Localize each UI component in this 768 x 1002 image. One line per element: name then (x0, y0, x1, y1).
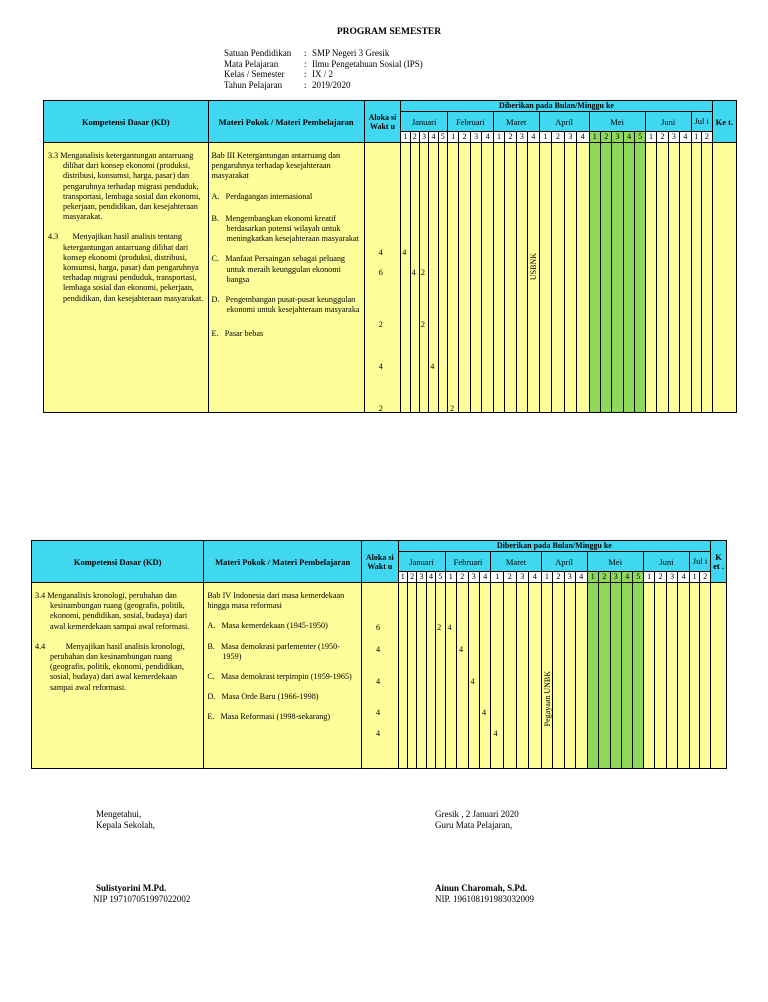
week-body (700, 583, 711, 769)
month-juni: Juni (645, 112, 691, 132)
week-mark: 4 (447, 623, 452, 632)
header-alokasi: Aloka si Wakt u (364, 101, 400, 143)
week-body (429, 143, 438, 413)
week-cell: 1 (398, 572, 407, 583)
month-april: April (539, 112, 589, 132)
week-body (577, 143, 589, 413)
item-letter: A. (207, 621, 216, 631)
week-cell: 3 (564, 572, 575, 583)
week-body (470, 143, 481, 413)
alokasi-value: 4 (376, 729, 381, 738)
week-cell: 5 (633, 572, 643, 583)
week-cell: 3 (668, 132, 679, 143)
week-body (438, 143, 447, 413)
week-body-green (587, 583, 598, 769)
bab-title: Bab IV Indonesia dari masa kemerdekaan hingga masa reformasi (207, 591, 345, 611)
week-cell: 3 (417, 572, 426, 583)
info-colon: : (304, 79, 307, 90)
week-body (426, 583, 435, 769)
info-value: IX / 2 (312, 69, 333, 79)
week-mark: 2 (420, 320, 425, 329)
week-body (436, 583, 445, 769)
week-cell: 1 (589, 132, 600, 143)
item-text: Manfaat Persaingan sebagai peluang untuk meraih keunggulan ekonomi bangsa (225, 254, 346, 284)
week-cell: 2 (701, 132, 712, 143)
kd-cell (44, 143, 209, 413)
materi-cell (204, 583, 362, 769)
week-body (553, 583, 564, 769)
info-colon: : (304, 58, 307, 69)
teacher-name: Ainun Charomah, S.Pd. (435, 883, 528, 893)
week-body (678, 583, 689, 769)
week-body-green (612, 143, 623, 413)
week-body (691, 143, 701, 413)
week-body-green (623, 143, 634, 413)
week-mark: 4 (481, 708, 487, 717)
week-body (564, 143, 576, 413)
ket-cell (711, 583, 727, 769)
week-cell: 3 (516, 572, 529, 583)
item-letter: D. (207, 692, 216, 702)
week-body (655, 583, 666, 769)
month-april: April (541, 552, 587, 572)
week-cell: 3 (610, 572, 621, 583)
signature-left-name-block (96, 883, 166, 894)
kd-number: 4.4 (35, 641, 46, 651)
kd-number: 4.3 (48, 232, 59, 242)
header-ket: K et . (711, 541, 727, 583)
week-cell: 2 (599, 572, 610, 583)
week-body (645, 143, 656, 413)
week-cell: 3 (516, 132, 527, 143)
week-cell: 2 (552, 132, 564, 143)
item-letter: C. (207, 672, 215, 682)
week-cell: 2 (601, 132, 612, 143)
item-text: Pasar bebas (224, 329, 264, 339)
month-januari: Januari (401, 112, 448, 132)
week-cell: 5 (438, 132, 447, 143)
item-text: Masa Orde Baru (1966-1998) (221, 692, 319, 702)
week-cell: 4 (529, 572, 542, 583)
week-cell: 3 (666, 572, 677, 583)
week-body (398, 583, 407, 769)
week-cell: 3 (419, 132, 428, 143)
week-cell: 1 (491, 572, 504, 583)
week-body (552, 143, 564, 413)
week-cell: 1 (587, 572, 598, 583)
week-body (479, 583, 490, 769)
week-body-green (599, 583, 610, 769)
week-cell: 4 (426, 572, 435, 583)
alokasi-value: 4 (376, 677, 381, 686)
week-cell: 1 (445, 572, 456, 583)
week-mark: 4 (493, 729, 498, 738)
usbnk-label: USBNK (529, 253, 539, 281)
alokasi-value: 4 (378, 248, 383, 257)
month-maret: Maret (493, 112, 539, 132)
week-body (482, 143, 493, 413)
week-body (701, 143, 712, 413)
kd-text: Menyajikan hasil analisis kronologi, perubahan dan kesinambungan ruang (geografis, politik, ekonomi, pendidikan, sosial, budaya) dari awal kemerdekaan sampai awal reformasi. (50, 641, 185, 692)
week-body (493, 143, 504, 413)
week-cell: 2 (657, 132, 668, 143)
pegayaan-unbk-label: Pegayaan UNBK (542, 671, 552, 727)
page-title: PROGRAM SEMESTER (336, 27, 442, 37)
info-key: Satuan Pendidikan (224, 48, 292, 58)
info-value: Ilmu Pengetahuan Sosial (IPS) (312, 58, 423, 69)
week-body (539, 143, 551, 413)
program-table-1 (43, 100, 737, 413)
week-body (576, 583, 587, 769)
week-cell: 4 (577, 132, 589, 143)
kd-cell (32, 583, 204, 769)
month-juli: Jul i (691, 112, 712, 132)
item-text: Pengembangan pusat-pusat keunggulan ekonomi untuk kesejahteraan masyaraka (225, 295, 360, 315)
week-body-green (589, 143, 600, 413)
kd-number: 3.4 (35, 591, 46, 600)
signature-right-line2: Guru Mata Pelajaran, (435, 820, 513, 830)
alokasi-value: 2 (378, 404, 383, 413)
alokasi-value: 4 (378, 362, 383, 371)
alokasi-value: 6 (378, 268, 383, 277)
week-body (445, 583, 456, 769)
week-body (516, 583, 529, 769)
week-mark: 4 (402, 248, 407, 257)
week-cell: 1 (539, 132, 551, 143)
item-text: Masa demokrasi parlementer (1950-1959) (220, 641, 340, 661)
week-mark: 4 (470, 677, 475, 686)
info-key: Kelas / Semester (224, 69, 285, 79)
item-text: Perdagangan internasional (225, 191, 313, 201)
ket-cell (712, 143, 736, 413)
week-body (459, 143, 470, 413)
item-letter: E. (211, 329, 219, 339)
item-letter: A. (211, 191, 220, 201)
week-cell: 3 (468, 572, 479, 583)
week-mark: 2 (449, 404, 455, 413)
week-cell: 1 (493, 132, 504, 143)
info-key: Tahun Pelajaran (224, 79, 283, 90)
week-body (468, 583, 479, 769)
alokasi-cell (364, 143, 400, 413)
week-cell: 5 (635, 132, 645, 143)
headmaster-nip: NIP 197107051997022002 (93, 894, 191, 904)
alokasi-value: 6 (376, 623, 381, 632)
header-diberikan: Diberikan pada Bulan/Minggu ke (398, 541, 711, 552)
month-februari: Februari (445, 552, 491, 572)
month-juli: Jul i (689, 552, 710, 572)
week-body-green (621, 583, 632, 769)
week-mark: 2 (437, 623, 442, 632)
week-cell: 2 (505, 132, 516, 143)
alokasi-value: 4 (376, 708, 381, 717)
item-text: Masa demokrasi terpimpin (1959-1965) (220, 672, 352, 682)
week-body (407, 583, 416, 769)
week-cell: 1 (645, 132, 656, 143)
materi-cell (208, 143, 364, 413)
week-cell: 2 (553, 572, 564, 583)
month-mei: Mei (589, 112, 645, 132)
week-body (680, 143, 691, 413)
week-body-green (633, 583, 643, 769)
week-body (417, 583, 426, 769)
week-cell: 2 (504, 572, 517, 583)
header-diberikan: Diberikan pada Bulan/Minggu ke (401, 101, 713, 112)
week-body (419, 143, 428, 413)
week-body (657, 143, 668, 413)
signature-right-line1: Gresik , 2 Januari 2020 (435, 809, 519, 819)
week-body (401, 143, 410, 413)
info-colon: : (304, 48, 307, 58)
week-body (410, 143, 419, 413)
info-value: 2019/2020 (312, 79, 351, 90)
item-letter: D. (211, 295, 220, 305)
item-text: Mengembangkan ekonomi kreatif berdasarkan potensi wilayah untuk meningkatkan kesejahteraan masyarakat (225, 213, 359, 244)
header-alokasi: Aloka si Wakt u (362, 541, 399, 583)
kd-text: Menganalisis ketergantungan antarruang dilihat dari konsep ekonomi (produksi, distribusi, konsumsi, harga, pasar) dan pengaruhnya terhadap migrasi penduduk, transportasi, lembaga sosial dan ekonomi, pekerjaan, pendidikan, dan kesejahteraan masyarakat. (60, 151, 201, 222)
teacher-nip: NIP. 196108191983032009 (435, 894, 535, 904)
week-cell: 4 (680, 132, 691, 143)
month-mei: Mei (587, 552, 643, 572)
month-januari: Januari (398, 552, 445, 572)
week-cell: 1 (541, 572, 552, 583)
week-cell: 4 (482, 132, 493, 143)
item-text: Masa kemerdekaan (1945-1950) (221, 621, 328, 631)
week-body (447, 143, 458, 413)
week-body (528, 143, 539, 413)
item-letter: C. (211, 254, 220, 264)
info-value: SMP Negeri 3 Gresik (312, 48, 390, 58)
week-cell: 4 (479, 572, 490, 583)
week-body (564, 583, 575, 769)
month-juni: Juni (643, 552, 689, 572)
bab-title: Bab III Ketergantungan antarruang dan pengaruhnya terhadap kesejahteraan masyarakat (211, 151, 341, 181)
alokasi-cell (362, 583, 399, 769)
week-cell: 1 (447, 132, 458, 143)
week-cell: 4 (429, 132, 438, 143)
header-ket: Ke t. (712, 101, 736, 143)
header-materi: Materi Pokok / Materi Pembelajaran (204, 541, 362, 583)
signature-left-line2: Kepala Sekolah, (96, 820, 155, 830)
week-cell: 2 (407, 572, 416, 583)
month-maret: Maret (491, 552, 541, 572)
kd-text: Menyajikan hasil analisis tentang ketergantungan antarruang dilihat dari konsep ekonomi (produksi, distribusi, konsumsi, harga, pasar) dan pengaruhnya terhadap migrasi penduduk, transportasi, lembaga sosial dan ekonomi, pekerjaan, pendidikan, dan kesejahteraan masyarakat. (63, 232, 204, 303)
info-key: Mata Pelajaran (224, 58, 279, 69)
week-cell: 3 (612, 132, 623, 143)
week-body (541, 583, 552, 769)
week-cell: 4 (576, 572, 587, 583)
week-cell: 1 (401, 132, 410, 143)
info-colon: : (304, 69, 307, 79)
kd-text: Menganalisis kronologi, perubahan dan kesinambungan ruang (geografis, politik, ekonomi, pendidikan, sosial, budaya) dari awal kemerdekaan sampai awal reformasi. (47, 591, 190, 631)
week-body (643, 583, 654, 769)
week-cell: 3 (470, 132, 481, 143)
week-cell: 1 (691, 132, 701, 143)
week-body (491, 583, 504, 769)
week-mark: 2 (420, 268, 425, 277)
week-cell: 5 (436, 572, 445, 583)
item-text: Masa Reformasi (1998-sekarang) (220, 712, 331, 722)
week-cell: 2 (410, 132, 419, 143)
week-cell: 4 (528, 132, 539, 143)
alokasi-value: 4 (376, 645, 381, 654)
header-kd: Kompetensi Dasar (KD) (44, 101, 209, 143)
signature-left (96, 809, 155, 831)
week-mark: 4 (459, 645, 464, 654)
week-cell: 4 (621, 572, 632, 583)
week-cell: 2 (459, 132, 470, 143)
week-body (505, 143, 516, 413)
header-materi: Materi Pokok / Materi Pembelajaran (208, 101, 364, 143)
item-letter: B. (211, 213, 220, 223)
week-body (668, 143, 679, 413)
week-body (457, 583, 468, 769)
alokasi-value: 2 (378, 320, 383, 329)
week-body (666, 583, 677, 769)
signature-left-line1: Mengetahui, (96, 809, 142, 819)
item-letter: B. (207, 641, 215, 651)
week-cell: 2 (700, 572, 711, 583)
week-body (516, 143, 527, 413)
week-cell: 2 (457, 572, 468, 583)
week-cell: 1 (689, 572, 699, 583)
week-cell: 4 (678, 572, 689, 583)
week-body-green (601, 143, 612, 413)
week-body (504, 583, 517, 769)
week-cell: 1 (643, 572, 654, 583)
week-cell: 3 (564, 132, 576, 143)
item-letter: E. (207, 712, 215, 722)
kd-number: 3.3 (48, 151, 59, 160)
week-mark: 4 (411, 268, 416, 277)
info-block (224, 48, 423, 90)
week-body-green (610, 583, 621, 769)
signature-right (435, 809, 519, 831)
week-cell: 2 (655, 572, 666, 583)
week-mark: 4 (430, 362, 435, 371)
week-cell: 4 (623, 132, 634, 143)
week-body-green (635, 143, 645, 413)
week-body (689, 583, 699, 769)
week-body (529, 583, 542, 769)
headmaster-name: Sulistyorini M.Pd. (96, 883, 167, 893)
header-kd: Kompetensi Dasar (KD) (32, 541, 204, 583)
month-februari: Februari (447, 112, 493, 132)
program-table-2 (31, 540, 727, 769)
